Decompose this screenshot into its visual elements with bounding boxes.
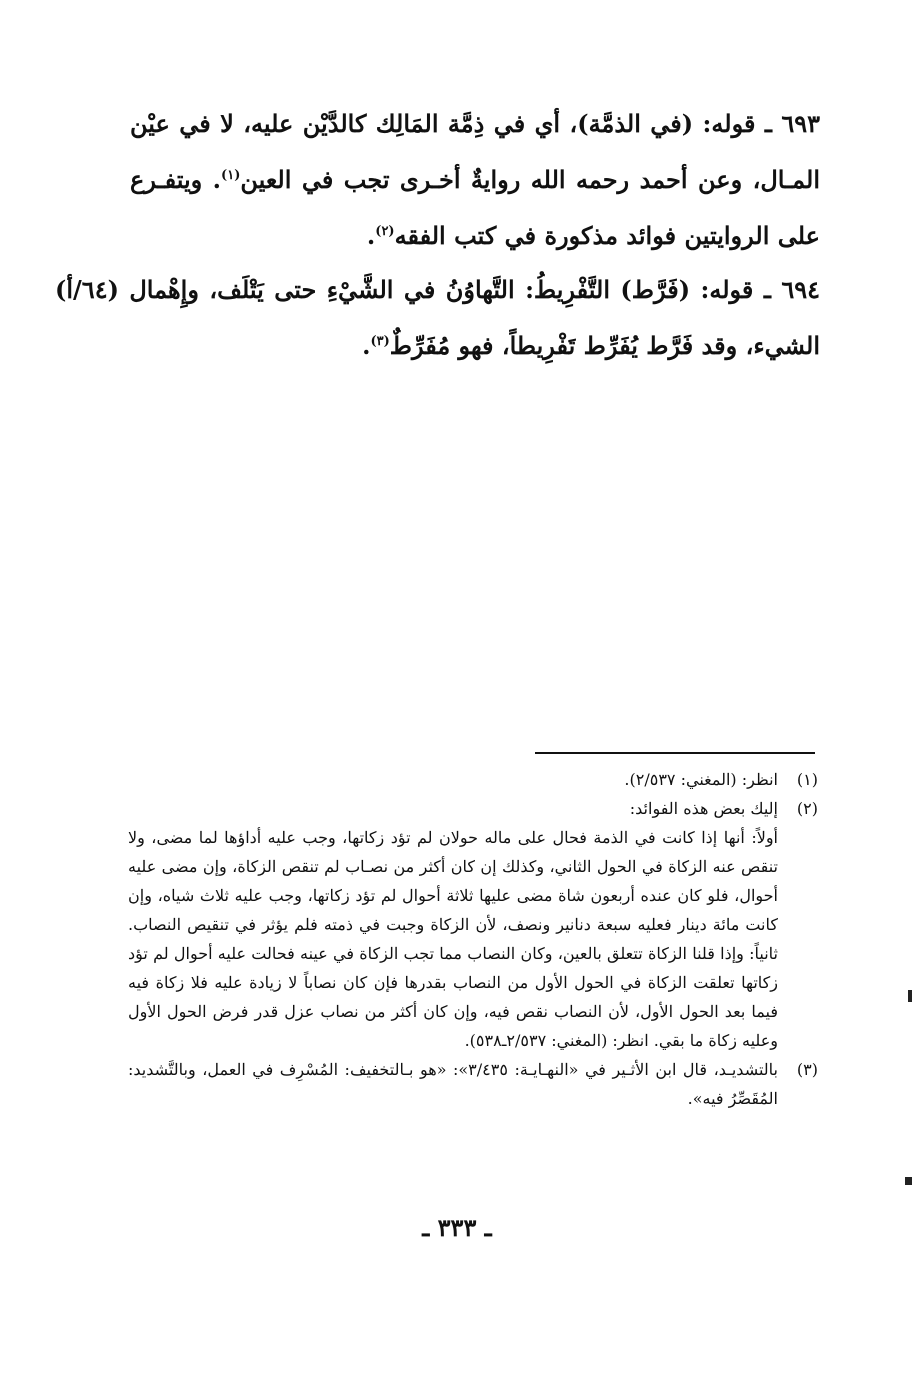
paragraph-693-part-a: ٦٩٣ ـ قوله: (في الذمَّة)، أي في ذِمَّة المَالِك كالدَّيْن عليه، لا في عيْن المـال، وعن أحمد رحمه الله روايةٌ أخـرى تجب في العين <box>130 109 820 194</box>
footnote-ref-1[interactable]: (١) <box>221 168 241 183</box>
paragraph-693-part-b: . ويتفـرع على الروايتين فوائد مذكورة في كتب الفقه <box>130 165 820 250</box>
footnote-2-number: (٢) <box>796 799 818 818</box>
footnote-ref-3[interactable]: (٣) <box>370 334 390 349</box>
paragraph-693-text <box>130 96 820 264</box>
footnote-2 <box>128 794 818 823</box>
footnotes-section <box>128 765 818 1113</box>
footnote-1-number: (١) <box>796 770 818 789</box>
paragraph-694 <box>55 262 820 374</box>
paragraph-693-part-c: . <box>366 221 376 250</box>
paragraph-693 <box>130 96 820 264</box>
footnote-3-number: (٣) <box>796 1060 818 1079</box>
page-number: ـ ٣٣٣ ـ <box>422 1213 492 1242</box>
paragraph-694-part-b: . <box>362 331 371 360</box>
footnote-3-text: بالتشديـد، قال ابن الأثـير في «النهـايـة: ٣/٤٣٥»: «هو بـالتخفيف: المُسْرِف في العمل، وبالتَّشديد: المُقَصِّرُ فيه». <box>128 1060 778 1108</box>
footnote-3 <box>128 1055 818 1113</box>
scan-artifact-mark <box>905 1177 912 1185</box>
footnote-1 <box>128 765 818 794</box>
scan-artifact-mark <box>908 990 912 1002</box>
footnote-2-intro: إليك بعض هذه الفوائد: <box>629 799 778 818</box>
footnote-divider <box>535 752 815 754</box>
footnote-1-text: انظر: (المغني: ٢/٥٣٧). <box>624 770 778 789</box>
paragraph-694-text <box>55 262 820 374</box>
footnote-2-body: أولاً: أنها إذا كانت في الذمة فحال على ماله حولان لم تؤد زكاتها، وجب عليه أداؤها لما مضى، ولا تنقص عنه الزكاة في الحول الثاني، وكذلك إن كان أكثر من نصـاب لم تنقص الزكاة، وإن مضى عليه أحوال، فلو كان عنده أربعون شاة مضى عليها ثلاثة أحوال لم تؤد زكاتها، وجب عليه ثلاث شياه، وإن كانت مائة دينار فعليه سبعة دنانير ونصف، لأن الزكاة وجبت في ذمته فلم يؤثر في تنقيص النصاب. ثانياً: وإذا قلنا الزكاة تتعلق بالعين، وكان النصاب مما تجب الزكاة في عينه فحالت عليه أحوال لم تؤد زكاتها تعلقت الزكاة في الحول الأول من النصاب بقدرها فإن كان نصاباً لا زيادة عليه فلا زكاة فيه فيما بعد الحول الأول، لأن النصاب نقص فيه، وإن كان أكثر من نصاب عزل قدر فرض الحول الأول وعليه زكاة ما بقي. انظر: (المغني: ٢/٥٣٧ـ٥٣٨). <box>128 828 778 1050</box>
footnote-ref-2[interactable]: (٢) <box>375 224 395 239</box>
paragraph-694-part-a: ٦٩٤ ـ قوله: (فَرَّط) التَّفْرِيطُ: التَّهاوُنُ في الشَّيْءِ حتى يَتْلَف، وإِهْمال (٦٤/أ) الشيء، وقد فَرَّط يُفَرِّط تَفْرِيطاً، فهو مُفَرِّطٌ <box>55 275 820 360</box>
